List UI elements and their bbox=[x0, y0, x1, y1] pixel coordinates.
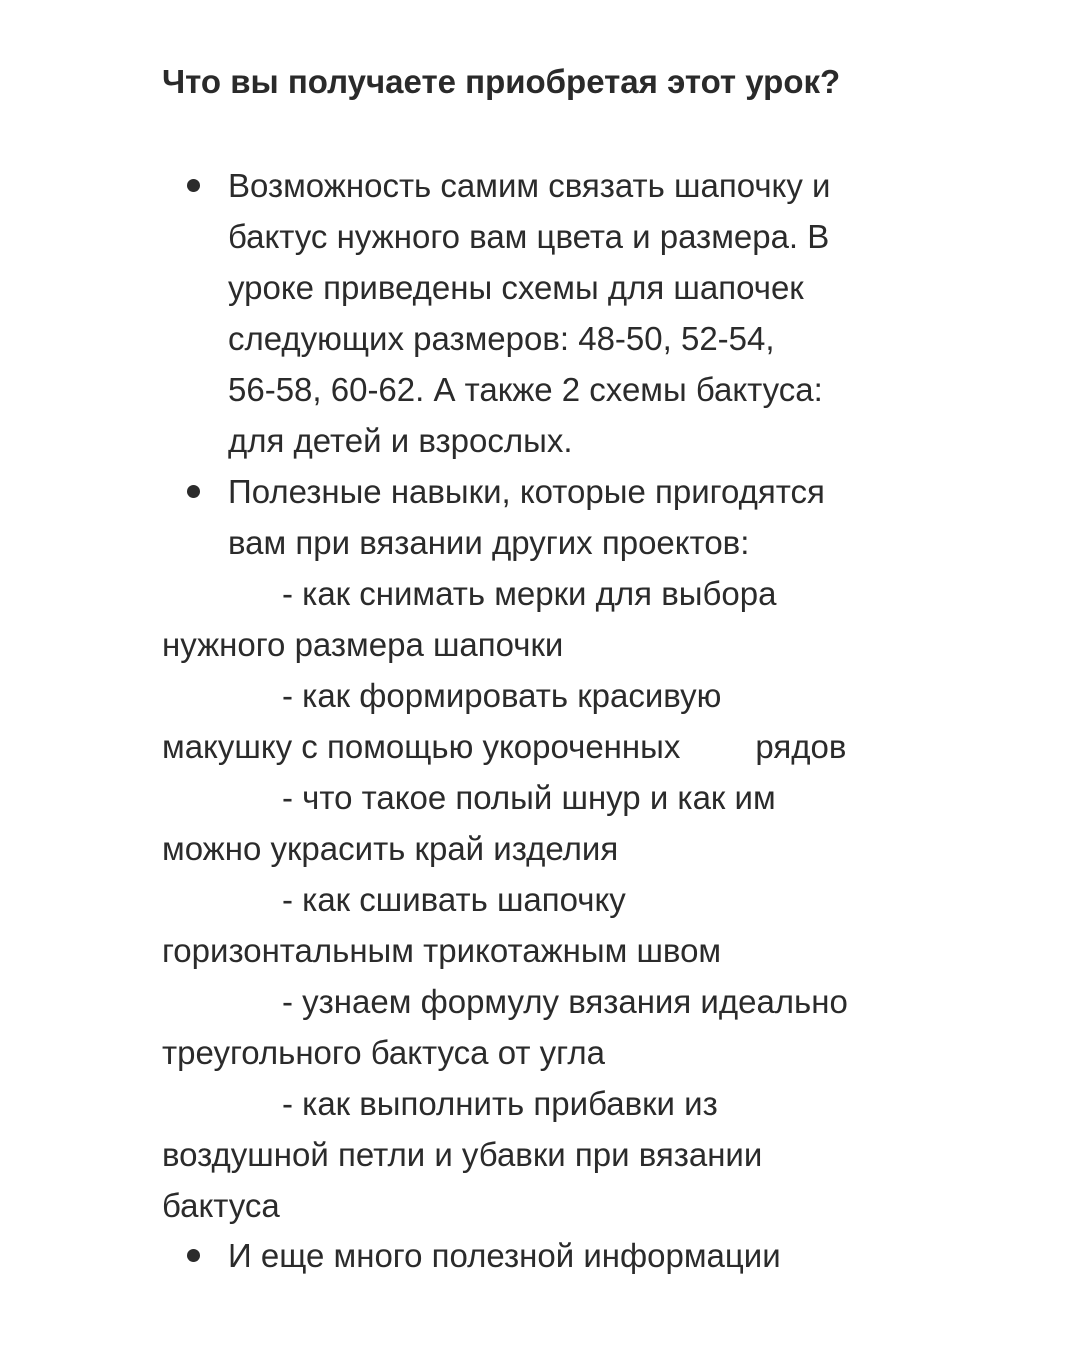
bullet-2-line-2: вам при вязании других проектов: bbox=[228, 524, 750, 561]
bullet-1-line-6: для детей и взрослых. bbox=[228, 422, 573, 459]
skill-2-rest-text: макушку с помощью укороченных bbox=[162, 728, 681, 765]
bullet-1-line-2: бактус нужного вам цвета и размера. В bbox=[228, 218, 830, 255]
bullet-1-line-1: Возможность самим связать шапочку и bbox=[228, 167, 831, 204]
bullet-1-line-4: следующих размеров: 48-50, 52-54, bbox=[228, 320, 775, 357]
bullet-icon bbox=[187, 179, 200, 192]
page-title: Что вы получаете приобретая этот урок? bbox=[162, 63, 841, 100]
bullet-icon bbox=[187, 1249, 200, 1262]
bullet-1-line-5: 56-58, 60-62. А также 2 схемы бактуса: bbox=[228, 371, 823, 408]
bullet-1-line-3: уроке приведены схемы для шапочек bbox=[228, 269, 804, 306]
skill-1-first: - как снимать мерки для выбора bbox=[282, 575, 777, 612]
skill-6-first: - как выполнить прибавки из bbox=[282, 1085, 718, 1122]
skill-2-rest-tail: рядов bbox=[755, 728, 847, 765]
skill-4-rest: горизонтальным трикотажным швом bbox=[162, 932, 722, 969]
skill-6-rest: воздушной петли и убавки при вязании bbox=[162, 1136, 763, 1173]
skill-5-rest: треугольного бактуса от угла bbox=[162, 1034, 606, 1071]
skill-2-rest bbox=[162, 721, 846, 773]
bullet-3-line-1: И еще много полезной информации bbox=[228, 1237, 781, 1274]
skill-4-first: - как сшивать шапочку bbox=[282, 881, 626, 918]
skill-3-first: - что такое полый шнур и как им bbox=[282, 779, 776, 816]
skill-5-first: - узнаем формулу вязания идеально bbox=[282, 983, 848, 1020]
skill-2-first: - как формировать красивую bbox=[282, 677, 722, 714]
skill-1-rest: нужного размера шапочки bbox=[162, 626, 564, 663]
bullet-2-line-1: Полезные навыки, которые пригодятся bbox=[228, 473, 825, 510]
skill-6-rest-2: бактуса bbox=[162, 1187, 280, 1224]
bullet-icon bbox=[187, 485, 200, 498]
skill-3-rest: можно украсить край изделия bbox=[162, 830, 619, 867]
